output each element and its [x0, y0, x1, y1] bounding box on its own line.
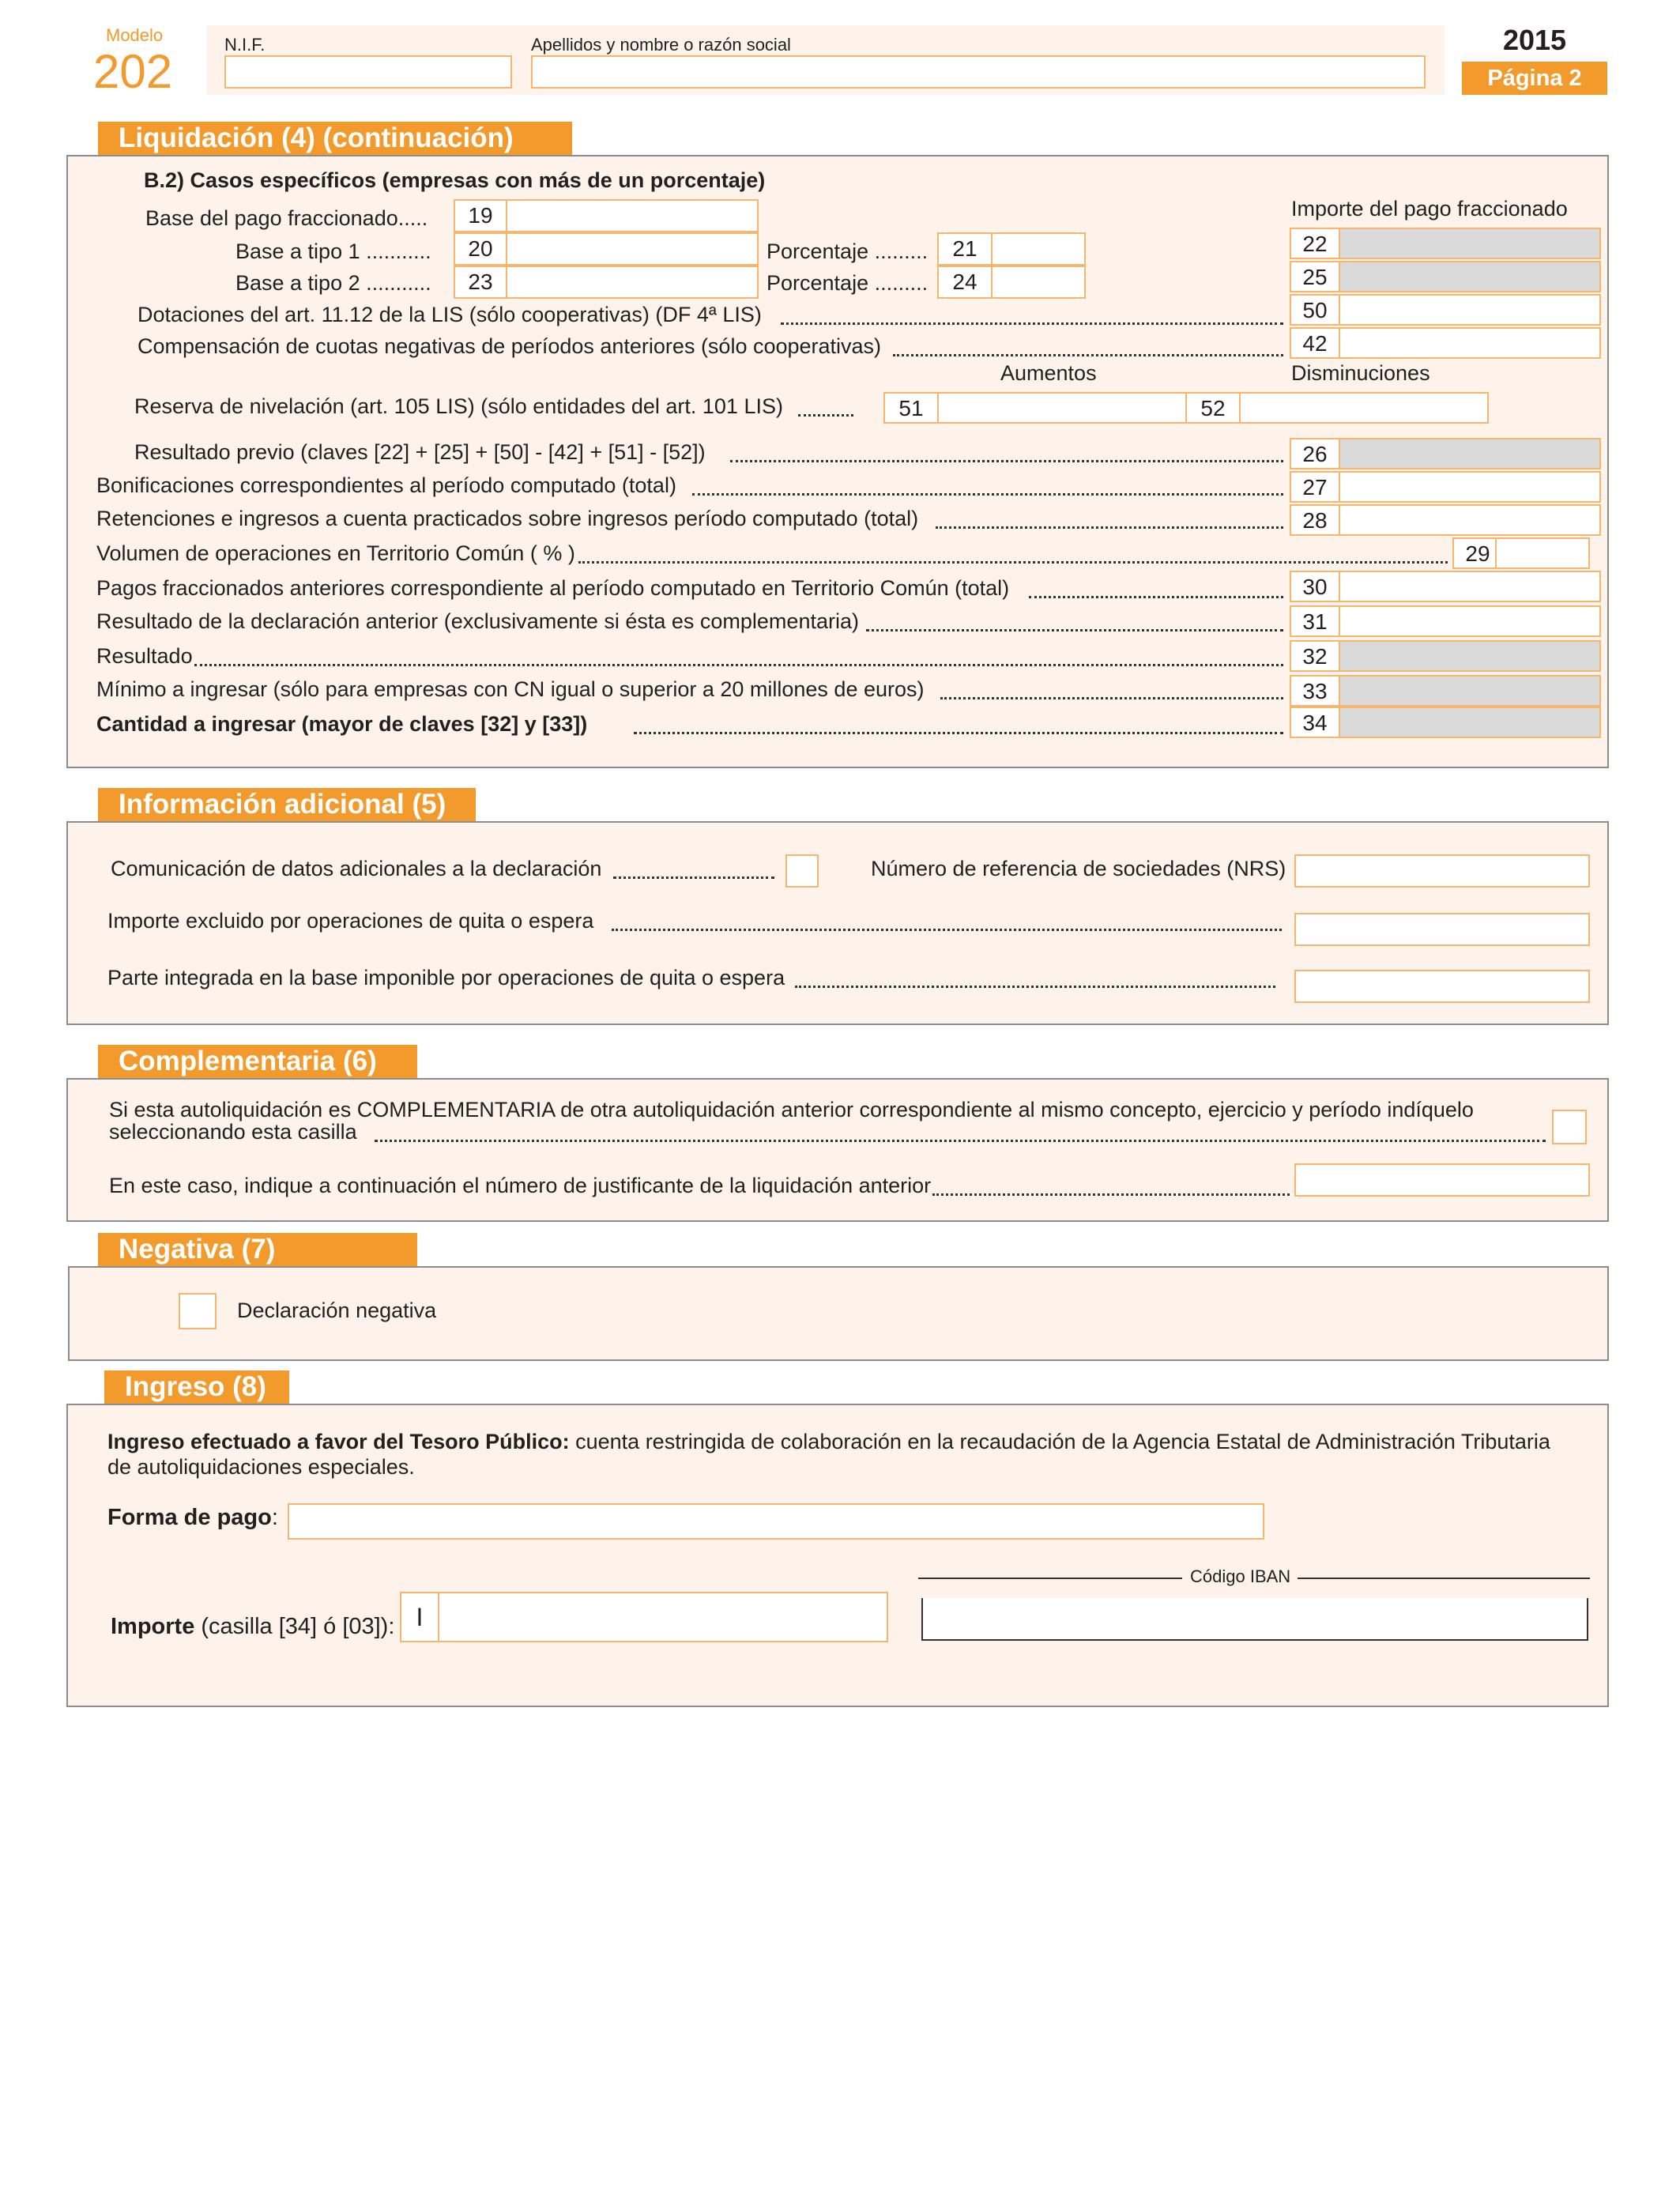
- page-number: Página 2: [1462, 62, 1607, 95]
- negativa-checkbox[interactable]: [179, 1293, 217, 1329]
- complementaria-line1: Si esta autoliquidación es COMPLEMENTARIA de otra autoliquidación anterior correspondiente al mismo concepto, ejercicio y período indíquelo: [109, 1098, 1474, 1122]
- informacion-panel: [66, 821, 1609, 1025]
- forma-pago-text: Forma de pago: [107, 1505, 272, 1530]
- comunicacion-checkbox[interactable]: [785, 854, 819, 888]
- base-tipo1-label: Base a tipo 1 ...........: [235, 239, 431, 263]
- resultado-anterior-leader: [866, 629, 1283, 631]
- porcentaje1-label: Porcentaje .........: [767, 239, 929, 263]
- justificante-leader: [932, 1193, 1290, 1196]
- field-52[interactable]: [1239, 392, 1489, 424]
- base-pago-label: Base del pago fraccionado.....: [145, 206, 428, 230]
- importe-excluido-field[interactable]: [1294, 913, 1590, 946]
- field-50[interactable]: [1339, 294, 1601, 326]
- cantidad-label: Cantidad a ingresar (mayor de claves [32] y [33]): [96, 712, 588, 736]
- key-51: 51: [883, 392, 939, 424]
- porcentaje2-label: Porcentaje .........: [767, 271, 929, 295]
- minimo-label: Mínimo a ingresar (sólo para empresas con CN igual o superior a 20 millones de euros): [96, 677, 925, 701]
- justificante-label: En este caso, indique a continuación el número de justificante de la liquidación anterior: [109, 1174, 932, 1197]
- minimo-leader: [940, 697, 1283, 699]
- cantidad-leader: [634, 732, 1283, 734]
- key-34: 34: [1290, 707, 1340, 738]
- key-21: 21: [937, 232, 993, 266]
- pagos-anteriores-leader: [1029, 596, 1283, 598]
- forma-pago-colon: :: [271, 1505, 278, 1530]
- complementaria-checkbox[interactable]: [1552, 1110, 1587, 1144]
- ingreso-text-line1: [107, 1429, 1550, 1454]
- field-26[interactable]: [1339, 438, 1601, 469]
- key-33: 33: [1290, 675, 1340, 707]
- field-29[interactable]: [1495, 537, 1590, 569]
- reserva-leader: [798, 414, 853, 417]
- nif-label: N.I.F.: [224, 35, 266, 55]
- disminuciones-label: Disminuciones: [1291, 361, 1430, 385]
- complementaria-line2: seleccionando esta casilla: [109, 1120, 357, 1144]
- forma-pago-field[interactable]: [288, 1503, 1264, 1540]
- key-20: 20: [454, 232, 507, 266]
- resultado-anterior-label: Resultado de la declaración anterior (exclusivamente si ésta es complementaria): [96, 609, 859, 633]
- modelo-label: Modelo: [106, 25, 164, 45]
- field-20[interactable]: [506, 232, 759, 266]
- key-19: 19: [454, 199, 507, 232]
- field-42[interactable]: [1339, 327, 1601, 359]
- key-42: 42: [1290, 327, 1340, 359]
- field-32[interactable]: [1339, 640, 1601, 672]
- field-30[interactable]: [1339, 571, 1601, 602]
- liquidacion-panel: [66, 155, 1609, 768]
- key-24: 24: [937, 266, 993, 299]
- ingreso-title: Ingreso (8): [104, 1370, 289, 1404]
- liquidacion-subtitle: B.2) Casos específicos (empresas con más de un porcentaje): [144, 168, 766, 192]
- key-28: 28: [1290, 504, 1340, 536]
- key-30: 30: [1290, 571, 1340, 602]
- forma-pago-label: [107, 1505, 278, 1530]
- key-50: 50: [1290, 294, 1340, 326]
- field-24[interactable]: [991, 266, 1086, 299]
- field-51[interactable]: [937, 392, 1187, 424]
- importe-prefix: I: [401, 1593, 439, 1641]
- key-31: 31: [1290, 605, 1340, 637]
- liquidacion-title: Liquidación (4) (continuación): [98, 122, 572, 155]
- iban-label: Código IBAN: [1190, 1566, 1291, 1586]
- key-27: 27: [1290, 471, 1340, 503]
- importe-field[interactable]: [400, 1592, 888, 1642]
- year: 2015: [1462, 25, 1607, 55]
- bonificaciones-leader: [692, 493, 1283, 496]
- importe-text: Importe: [111, 1614, 195, 1639]
- iban-rule-right: [1298, 1578, 1590, 1579]
- field-19[interactable]: [506, 199, 759, 232]
- negativa-panel: [68, 1266, 1609, 1361]
- field-22[interactable]: [1339, 228, 1601, 259]
- field-23[interactable]: [506, 266, 759, 299]
- compensacion-leader: [893, 354, 1283, 356]
- field-28[interactable]: [1339, 504, 1601, 536]
- negativa-label: Declaración negativa: [237, 1299, 437, 1322]
- importe-excluido-leader: [612, 929, 1282, 931]
- field-27[interactable]: [1339, 471, 1601, 503]
- comunicacion-leader: [613, 876, 774, 879]
- key-23: 23: [454, 266, 507, 299]
- nrs-field[interactable]: [1294, 854, 1590, 888]
- name-label: Apellidos y nombre o razón social: [531, 35, 791, 55]
- ingreso-bold-lead: Ingreso efectuado a favor del Tesoro Público:: [107, 1430, 570, 1453]
- key-26: 26: [1290, 438, 1340, 469]
- key-25: 25: [1290, 261, 1340, 292]
- base-tipo2-label: Base a tipo 2 ...........: [235, 271, 431, 295]
- ingreso-panel: [66, 1404, 1609, 1707]
- field-31[interactable]: [1339, 605, 1601, 637]
- volumen-label: Volumen de operaciones en Territorio Común ( % ): [96, 541, 575, 565]
- bonificaciones-label: Bonificaciones correspondientes al período computado (total): [96, 473, 676, 497]
- retenciones-label: Retenciones e ingresos a cuenta practicados sobre ingresos período computado (total): [96, 507, 919, 530]
- justificante-field[interactable]: [1294, 1163, 1590, 1197]
- importe-rest: (casilla [34] ó [03]):: [194, 1614, 395, 1639]
- key-22: 22: [1290, 228, 1340, 259]
- retenciones-leader: [936, 526, 1283, 529]
- complementaria-panel: [66, 1078, 1609, 1222]
- importe-excluido-label: Importe excluido por operaciones de quita o espera: [107, 909, 594, 933]
- ingreso-text1: cuenta restringida de colaboración en la recaudación de la Agencia Estatal de Administración Tributaria: [569, 1430, 1550, 1453]
- complementaria-leader: [375, 1140, 1546, 1142]
- nif-field[interactable]: [224, 55, 512, 89]
- resultado-label: Resultado: [96, 644, 193, 668]
- complementaria-title: Complementaria (6): [98, 1045, 417, 1078]
- modelo-number: 202: [93, 45, 173, 98]
- volumen-leader: [578, 561, 1448, 564]
- resultado-previo-leader: [730, 460, 1283, 462]
- field-25[interactable]: [1339, 261, 1601, 292]
- iban-field[interactable]: [921, 1598, 1588, 1641]
- parte-integrada-leader: [795, 986, 1275, 988]
- resultado-previo-label: Resultado previo (claves [22] + [25] + [50] - [42] + [51] - [52]): [134, 440, 706, 464]
- importe-header: Importe del pago fraccionado: [1291, 197, 1568, 221]
- aumentos-label: Aumentos: [1000, 361, 1097, 385]
- importe-label: [111, 1614, 394, 1639]
- dotaciones-leader: [781, 322, 1283, 325]
- pagos-anteriores-label: Pagos fraccionados anteriores correspondiente al período computado en Territorio Común (total): [96, 576, 1010, 600]
- parte-integrada-field[interactable]: [1294, 970, 1590, 1003]
- comunicacion-label: Comunicación de datos adicionales a la declaración: [111, 857, 602, 880]
- iban-rule-left: [918, 1578, 1182, 1579]
- field-33[interactable]: [1339, 675, 1601, 707]
- compensacion-label: Compensación de cuotas negativas de períodos anteriores (sólo cooperativas): [137, 334, 882, 358]
- informacion-title: Información adicional (5): [98, 788, 476, 821]
- field-21[interactable]: [991, 232, 1086, 266]
- reserva-label: Reserva de nivelación (art. 105 LIS) (sólo entidades del art. 101 LIS): [134, 394, 783, 418]
- negativa-title: Negativa (7): [98, 1233, 417, 1266]
- parte-integrada-label: Parte integrada en la base imponible por operaciones de quita o espera: [107, 966, 785, 990]
- field-34[interactable]: [1339, 707, 1601, 738]
- key-29: 29: [1452, 537, 1503, 569]
- dotaciones-label: Dotaciones del art. 11.12 de la LIS (sólo cooperativas) (DF 4ª LIS): [137, 303, 762, 326]
- key-52: 52: [1185, 392, 1241, 424]
- resultado-leader: [194, 664, 1283, 666]
- name-field[interactable]: [531, 55, 1426, 89]
- ingreso-text-line2: de autoliquidaciones especiales.: [107, 1455, 415, 1479]
- key-32: 32: [1290, 640, 1340, 672]
- nrs-label: Número de referencia de sociedades (NRS): [871, 857, 1286, 880]
